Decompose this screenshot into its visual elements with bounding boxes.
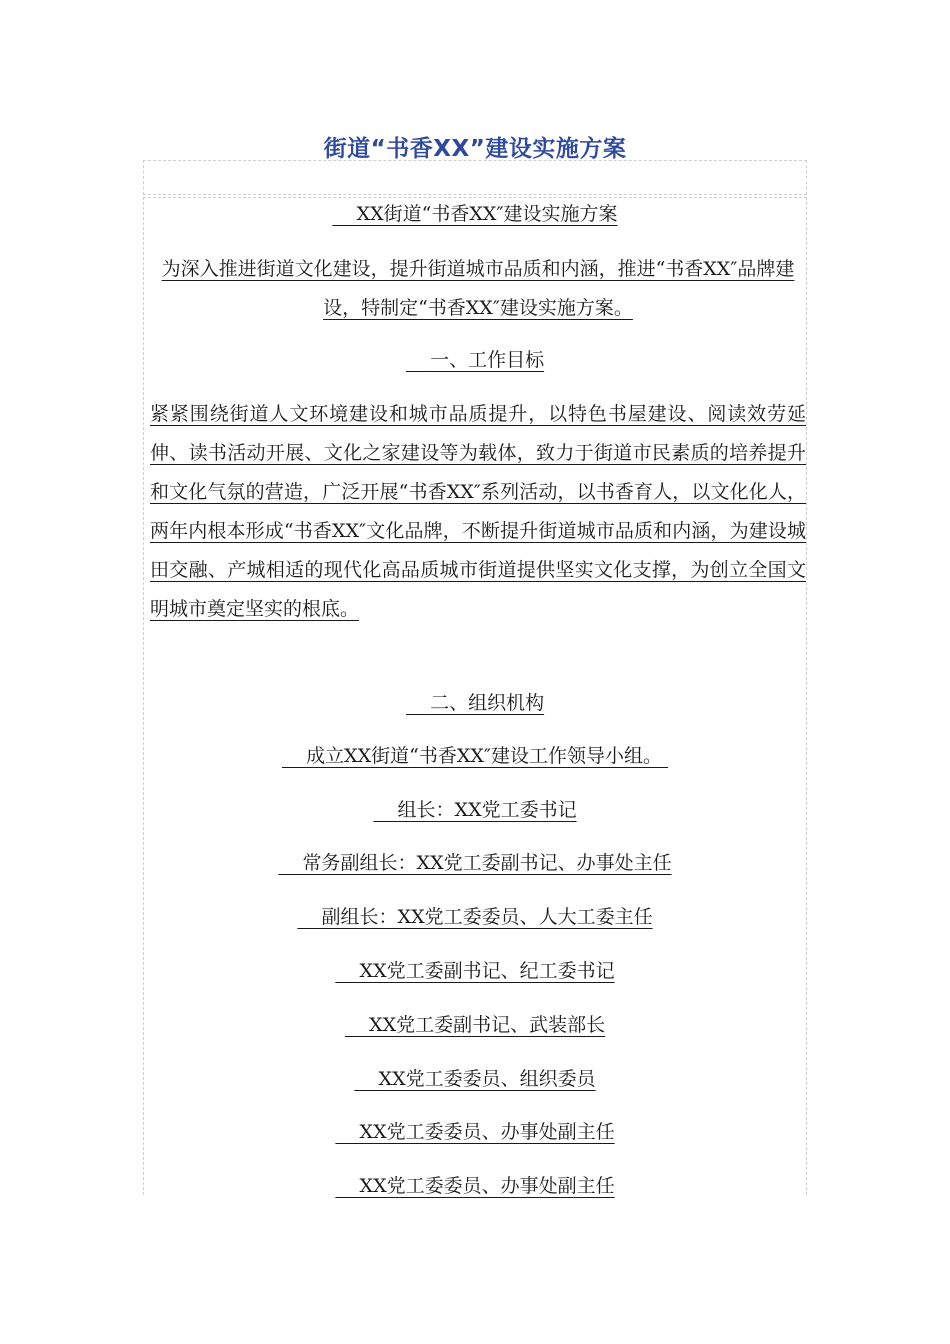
- member-line: 组长：XX党工委书记: [397, 799, 577, 821]
- intro-paragraph: 为深入推进街道文化建设，提升街道城市品质和内涵，推进“书香XX″品牌建设，特制定“书香XX″建设实施方案。: [161, 258, 795, 319]
- member-line: 常务副组长：XX党工委副书记、办事处主任: [302, 852, 672, 874]
- member-line: XX党工委委员、办事处副主任: [359, 1121, 615, 1143]
- section1-heading: 一、工作目标: [430, 349, 545, 371]
- section2-heading: 二、组织机构: [430, 692, 545, 714]
- header-box: [143, 160, 807, 195]
- member-line: XX党工委副书记、纪工委书记: [359, 960, 615, 982]
- section1-body: 紧紧围绕街道人文环境建设和城市品质提升，以特色书屋建设、阅读效劳延伸、读书活动开展、文化之家建设等为载体，致力于街道市民素质的培养提升和文化气氛的营造，广泛开展“书香XX″系列活动，以书香育人，以文化化人，两年内根本形成“书香XX″文化品牌，不断提升街道城市品质和内涵，为建设城田交融、产城相适的现代化高品质城市街道提供坚实文化支撑，为创立全国文明城市奠定坚实的根底。: [150, 403, 806, 620]
- member-line: XX党工委委员、组织委员: [378, 1068, 596, 1090]
- document-subtitle: XX街道“书香XX″建设实施方案: [356, 203, 618, 225]
- member-line: 副组长：XX党工委委员、人大工委主任: [321, 906, 653, 928]
- member-line: XX党工委委员、办事处副主任: [359, 1175, 615, 1197]
- section2-intro: 成立XX街道“书香XX″建设工作领导小组。: [306, 745, 663, 767]
- member-line: XX党工委副书记、武装部长: [369, 1014, 606, 1036]
- page-title: 街道“书香XX”建设实施方案: [323, 136, 627, 162]
